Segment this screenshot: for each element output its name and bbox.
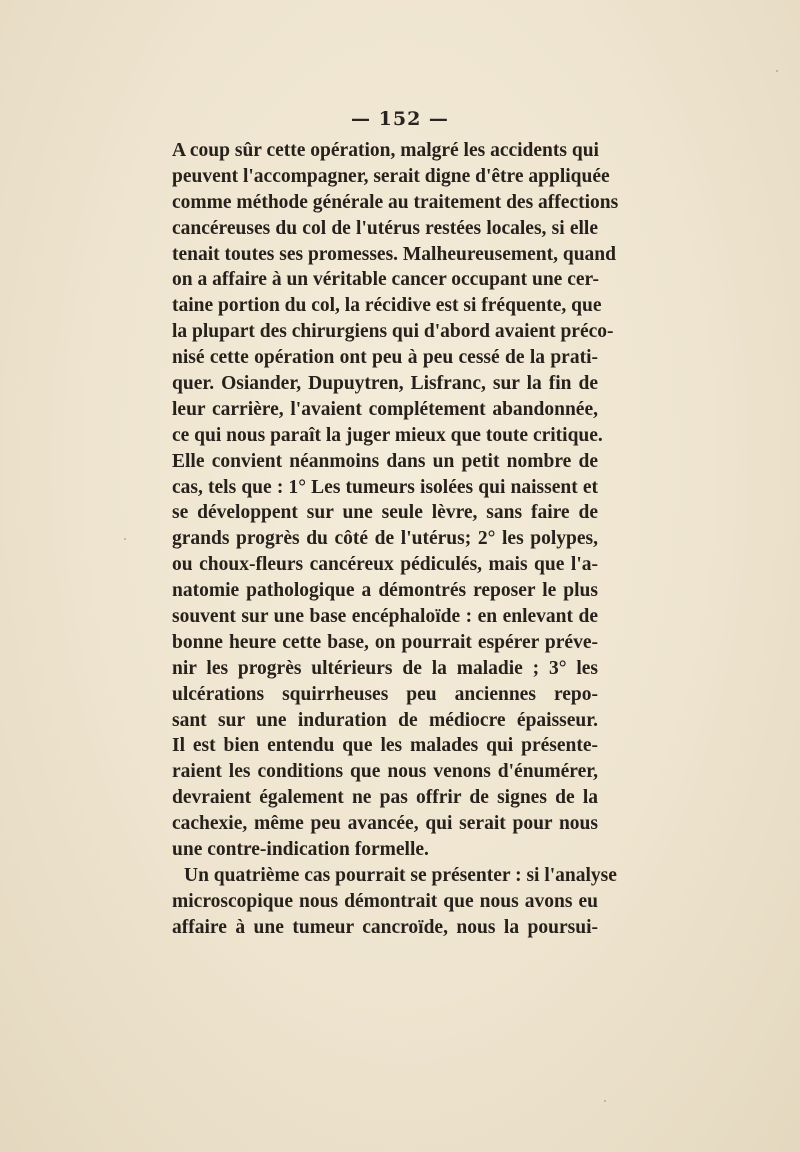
text-line: Un quatrième cas pourrait se présenter : si l'analyse [184, 864, 617, 886]
text-line: nir les progrès ultérieurs de la maladie ; 3° les [172, 657, 598, 679]
text-line: tenait toutes ses promesses. Malheureusement, quand [172, 243, 616, 265]
text-line: cancéreuses du col de l'utérus restées locales, si elle [172, 217, 598, 239]
text-line: se développent sur une seule lèvre, sans faire de [172, 502, 598, 524]
text-line: une contre-indication formelle. [172, 839, 429, 861]
paper-speck [604, 1100, 606, 1102]
text-line: comme méthode générale au traitement des affections [172, 191, 619, 213]
text-line: ou choux-fleurs cancéreux pédiculés, mais que l'a- [172, 554, 598, 576]
text-line: Il est bien entendu que les malades qui présente- [172, 735, 598, 757]
text-line: devraient également ne pas offrir de signes de la [172, 787, 598, 809]
text-line: raient les conditions que nous venons d'énumérer, [172, 761, 598, 783]
text-line: la plupart des chirurgiens qui d'abord avaient préco- [172, 321, 614, 343]
text-line: A coup sûr cette opération, malgré les accidents qui [172, 140, 599, 161]
text-line: quer. Osiander, Dupuytren, Lisfranc, sur la fin de [172, 373, 598, 395]
text-line: peuvent l'accompagner, serait digne d'être appliquée [172, 165, 610, 187]
text-line: microscopique nous démontrait que nous avons eu [172, 890, 598, 912]
paper-speck [776, 70, 778, 72]
text-line: natomie pathologique a démontrés reposer le plus [172, 580, 598, 602]
text-line: cachexie, même peu avancée, qui serait pour nous [172, 813, 598, 835]
text-line: taine portion du col, la récidive est si fréquente, que [172, 295, 602, 317]
text-line: grands progrès du côté de l'utérus; 2° les polypes, [172, 528, 598, 550]
text-line: leur carrière, l'avaient complétement abandonnée, [172, 398, 598, 420]
text-line: on a affaire à un véritable cancer occupant une cer- [172, 269, 599, 291]
text-line: Elle convient néanmoins dans un petit nombre de [172, 450, 598, 472]
body-text [172, 138, 619, 941]
text-line: cas, tels que : 1° Les tumeurs isolées qui naissent et [172, 476, 598, 498]
text-line: ce qui nous paraît la juger mieux que toute critique. [172, 424, 603, 446]
text-line: ulcérations squirrheuses peu anciennes repo- [172, 683, 598, 705]
text-line: bonne heure cette base, on pourrait espérer préve- [172, 631, 598, 653]
text-line: nisé cette opération ont peu à peu cessé de la prati- [172, 347, 598, 369]
paper-speck [124, 538, 126, 540]
text-line: souvent sur une base encéphaloïde : en enlevant de [172, 606, 598, 628]
text-line: sant sur une induration de médiocre épaisseur. [172, 709, 598, 731]
text-line: affaire à une tumeur cancroïde, nous la poursui- [172, 916, 598, 938]
page-number: — 152 — [351, 108, 449, 130]
